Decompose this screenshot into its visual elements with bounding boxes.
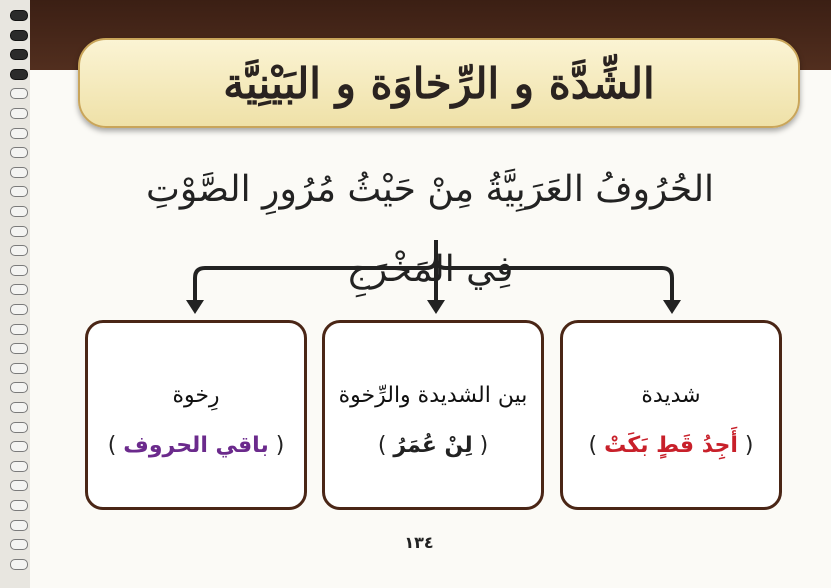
arrowhead-center	[427, 300, 445, 314]
paren-close: )	[107, 433, 117, 458]
card-example	[563, 433, 779, 458]
arrowhead-right	[663, 300, 681, 314]
example-letters: أَجِدُ قَطٍ بَكَتْ	[604, 433, 738, 458]
card-example	[325, 433, 541, 458]
arrow-right-branch	[436, 258, 672, 302]
card-label: رِخوة	[172, 383, 220, 408]
subtitle: الحُرُوفُ العَرَبِيَّةُ مِنْ حَيْثُ مُرُورِ الصَّوْتِ فِي المَخْرَجِ	[145, 169, 715, 290]
example-letters: باقي الحروف	[123, 433, 269, 458]
arrow-stem	[195, 240, 436, 302]
card-label: شديدة	[641, 383, 701, 408]
card-label: بين الشديدة والرِّخوة	[338, 383, 528, 408]
card-rikhwa	[85, 320, 307, 510]
paren-close: )	[588, 433, 598, 458]
paren-open: (	[479, 433, 489, 458]
arrowhead-left	[186, 300, 204, 314]
card-bayniyya	[322, 320, 544, 510]
paren-close: )	[377, 433, 387, 458]
paren-open: (	[744, 433, 754, 458]
card-example	[88, 433, 304, 458]
page-number: ١٣٤	[404, 533, 434, 552]
paren-open: (	[275, 433, 285, 458]
page-title: الشِّدَّة و الرِّخاوَة و البَيْنِيَّة	[223, 58, 655, 108]
example-letters: لِنْ عُمَرُ	[393, 433, 473, 458]
card-shadida	[560, 320, 782, 510]
